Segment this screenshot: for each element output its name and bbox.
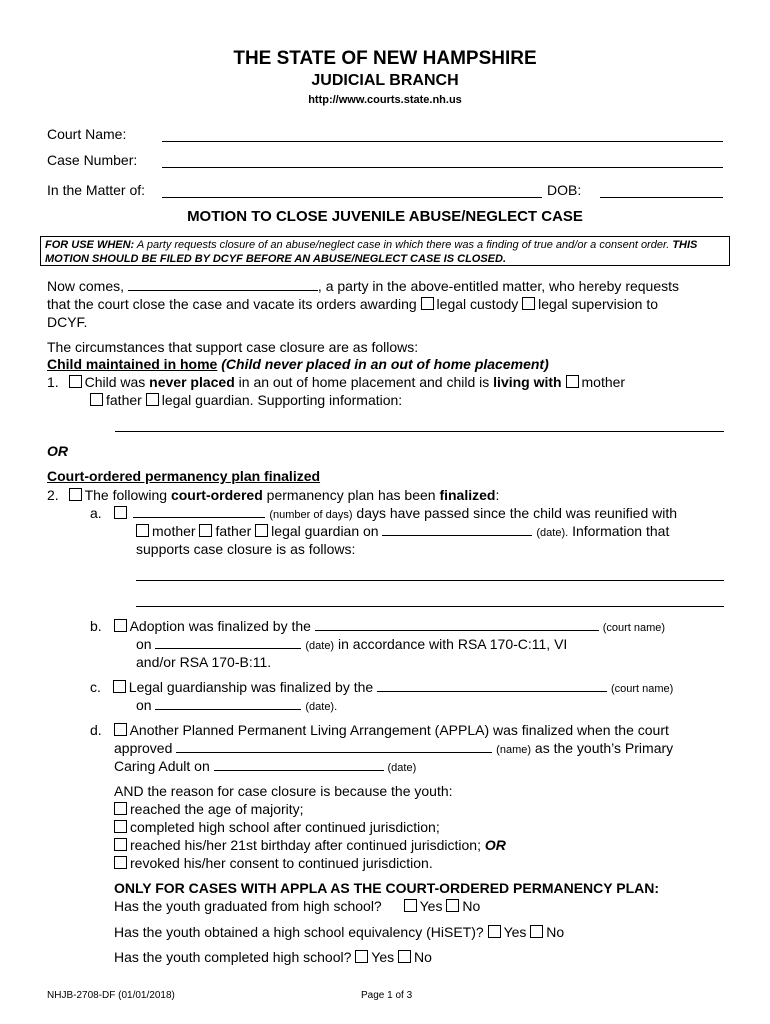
court-url: http://www.courts.state.nh.us [308, 94, 462, 106]
legal-custody-checkbox[interactable] [421, 297, 434, 310]
s2-t4: finalized [439, 487, 496, 503]
intro-line2 [47, 296, 658, 312]
d-caring: Caring Adult on [114, 758, 210, 774]
item-c-line2 [136, 697, 337, 713]
reason-3 [114, 837, 506, 853]
court-name-label: Court Name: [47, 126, 127, 142]
q3-no-label: No [414, 949, 432, 965]
b-date-field[interactable] [155, 636, 301, 649]
c-court-field[interactable] [377, 679, 607, 692]
c-court-hint: (court name) [610, 683, 674, 695]
dob-label: DOB: [547, 182, 582, 198]
legal-supervision-checkbox[interactable] [522, 297, 535, 310]
a-supports: supports case closure is as follows: [136, 541, 356, 557]
q3-yes-label: Yes [371, 949, 395, 965]
a-days-field[interactable] [133, 505, 265, 518]
q1-text: Has the youth graduated from high school? [114, 898, 382, 914]
form-id: NHJB-2708-DF (01/01/2018) [47, 990, 175, 1001]
s1-father-label: father [106, 392, 142, 408]
item-b-line2 [136, 636, 567, 652]
court-name-field[interactable] [162, 141, 723, 142]
c-date-hint: (date). [305, 701, 338, 713]
a-info-field-2[interactable] [136, 606, 724, 607]
or-label: OR [47, 443, 68, 459]
use-when-text: A party requests closure of an abuse/neglect case in which there was a finding of true and/or a consent order. [134, 239, 673, 251]
a-date-field[interactable] [382, 523, 532, 536]
a-checkbox[interactable] [114, 506, 127, 519]
a-date-hint: (date). [536, 527, 569, 539]
r2-checkbox[interactable] [114, 820, 127, 833]
c-date-field[interactable] [155, 697, 301, 710]
appla-q2 [114, 924, 564, 940]
legal-supervision-label: legal supervision to [538, 296, 659, 312]
s2-t5: : [495, 487, 500, 503]
item-d-line2 [114, 740, 673, 756]
r2-label: completed high school after continued jurisdiction; [130, 819, 440, 835]
s1-t2: never placed [149, 374, 235, 390]
b-court-hint: (court name) [602, 622, 666, 634]
b-on: on [136, 636, 152, 652]
d-date-hint: (date) [387, 762, 417, 774]
r3-checkbox[interactable] [114, 838, 127, 851]
q3-no-checkbox[interactable] [398, 950, 411, 963]
page-number: Page 1 of 3 [361, 990, 413, 1001]
section1-heading-italic: (Child never placed in an out of home placement) [217, 356, 549, 372]
s1-mother-checkbox[interactable] [566, 375, 579, 388]
b-text: Adoption was finalized by the [129, 618, 311, 634]
state-heading: THE STATE OF NEW HAMPSHIRE [233, 48, 537, 69]
a-days-hint: (number of days) [269, 509, 353, 521]
r1-checkbox[interactable] [114, 802, 127, 815]
r4-label: revoked his/her consent to continued jurisdiction. [130, 855, 433, 871]
q2-no-label: No [546, 924, 565, 940]
c-text: Legal guardianship was finalized by the [128, 679, 374, 695]
matter-of-field[interactable] [162, 197, 542, 198]
a-guardian-checkbox[interactable] [255, 524, 268, 537]
r3-label: reached his/her 21st birthday after continued jurisdiction; [130, 837, 485, 853]
use-when-box [40, 236, 730, 266]
a-father-checkbox[interactable] [199, 524, 212, 537]
q1-yes-label: Yes [419, 898, 443, 914]
q2-text: Has the youth obtained a high school equivalency (HiSET)? [114, 924, 484, 940]
item-a-line1 [90, 505, 677, 521]
circumstances-text: The circumstances that support case closure are as follows: [47, 339, 419, 355]
s2-t3: permanency plan has been [262, 487, 440, 503]
d-name-hint: (name) [496, 744, 532, 756]
a-info: Information that [572, 523, 670, 539]
item-a-line2 [136, 523, 669, 539]
q3-text: Has the youth completed high school? [114, 949, 352, 965]
b-rsa2: and/or RSA 170-B:11. [136, 654, 272, 670]
party-text: , a party in the above-entitled matter, who hereby requests [317, 278, 680, 294]
reason-1 [114, 801, 304, 817]
section2-num: 2. [47, 487, 59, 503]
appla-heading: ONLY FOR CASES WITH APPLA AS THE COURT-ORDERED PERMANENCY PLAN: [114, 880, 660, 896]
section1-heading-main: Child maintained in home [47, 356, 218, 372]
s1-t4: living with [493, 374, 562, 390]
q1-no-label: No [462, 898, 481, 914]
q2-yes-label: Yes [503, 924, 527, 940]
s1-guardian-label: legal guardian. Supporting information: [161, 392, 403, 408]
d-date-field[interactable] [214, 758, 384, 771]
intro-line1 [47, 278, 679, 294]
plan-finalized-checkbox[interactable] [69, 488, 82, 501]
r4-checkbox[interactable] [114, 856, 127, 869]
legal-custody-label: legal custody [436, 296, 519, 312]
item-d-line1 [90, 722, 669, 738]
b-court-field[interactable] [315, 618, 599, 631]
s1-t3: in an out of home placement and child is [234, 374, 494, 390]
s2-t2: court-ordered [170, 487, 263, 503]
intro-line2-text: that the court close the case and vacate its orders awarding [47, 296, 417, 312]
a-mother-label: mother [152, 523, 196, 539]
case-number-field[interactable] [162, 167, 723, 168]
section2-heading: Court-ordered permanency plan finalized [47, 468, 321, 484]
never-placed-checkbox[interactable] [69, 375, 82, 388]
d-approved: approved [114, 740, 173, 756]
section1-num: 1. [47, 374, 59, 390]
q2-yes-checkbox[interactable] [488, 925, 501, 938]
item-d-line3 [114, 758, 416, 774]
dob-field[interactable] [600, 197, 723, 198]
party-field[interactable] [128, 278, 318, 291]
b-rsa: in accordance with RSA 170-C:11, VI [334, 636, 568, 652]
s1-t1: Child was [84, 374, 150, 390]
reason-text: AND the reason for case closure is because the youth: [114, 783, 453, 799]
c-on: on [136, 697, 152, 713]
case-number-label: Case Number: [47, 152, 138, 168]
section1-heading [47, 356, 549, 372]
s1-father-checkbox[interactable] [90, 393, 103, 406]
appla-q3 [114, 949, 432, 965]
b-date-hint: (date) [305, 640, 335, 652]
use-when-bold: THIS MOTION SHOULD BE FILED BY DCYF BEFORE AN ABUSE/NEGLECT CASE IS CLOSED. [45, 239, 698, 265]
a-text: days have passed since the child was reunified with [352, 505, 678, 521]
r1-label: reached the age of majority; [130, 801, 304, 817]
dcyf-text: DCYF. [47, 314, 88, 330]
section2-line1 [47, 487, 499, 503]
a-label: a. [90, 505, 102, 521]
s1-supporting-info-field[interactable] [115, 431, 724, 432]
matter-of-label: In the Matter of: [47, 182, 146, 198]
section1-line2 [90, 392, 402, 408]
a-info-field-1[interactable] [136, 580, 724, 581]
q1-yes-checkbox[interactable] [404, 899, 417, 912]
reason-2 [114, 819, 440, 835]
q1-no-checkbox[interactable] [446, 899, 459, 912]
s1-guardian-checkbox[interactable] [146, 393, 159, 406]
q2-no-checkbox[interactable] [530, 925, 543, 938]
s2-t1: The following [84, 487, 171, 503]
b-label: b. [90, 618, 102, 634]
section1-line1 [47, 374, 625, 390]
c-label: c. [90, 679, 101, 695]
d-primary: as the youth’s Primary [531, 740, 674, 756]
appla-q1 [114, 898, 480, 914]
a-guardian-label: legal guardian on [271, 523, 379, 539]
form-title: MOTION TO CLOSE JUVENILE ABUSE/NEGLECT CASE [187, 208, 583, 225]
c-checkbox[interactable] [113, 680, 126, 693]
r3-or: OR [484, 837, 506, 853]
d-label: d. [90, 722, 102, 738]
branch-heading: JUDICIAL BRANCH [311, 72, 459, 89]
item-b-line1 [90, 618, 665, 634]
use-when-label: FOR USE WHEN: [45, 239, 135, 251]
s1-mother-label: mother [581, 374, 626, 390]
reason-4 [114, 855, 433, 871]
d-name-field[interactable] [176, 740, 492, 753]
now-comes: Now comes, [47, 278, 125, 294]
q3-yes-checkbox[interactable] [355, 950, 368, 963]
d-checkbox[interactable] [114, 723, 127, 736]
d-text: Another Planned Permanent Living Arrangement (APPLA) was finalized when the court [129, 722, 669, 738]
item-c-line1 [90, 679, 673, 695]
a-mother-checkbox[interactable] [136, 524, 149, 537]
b-checkbox[interactable] [114, 619, 127, 632]
a-father-label: father [215, 523, 252, 539]
